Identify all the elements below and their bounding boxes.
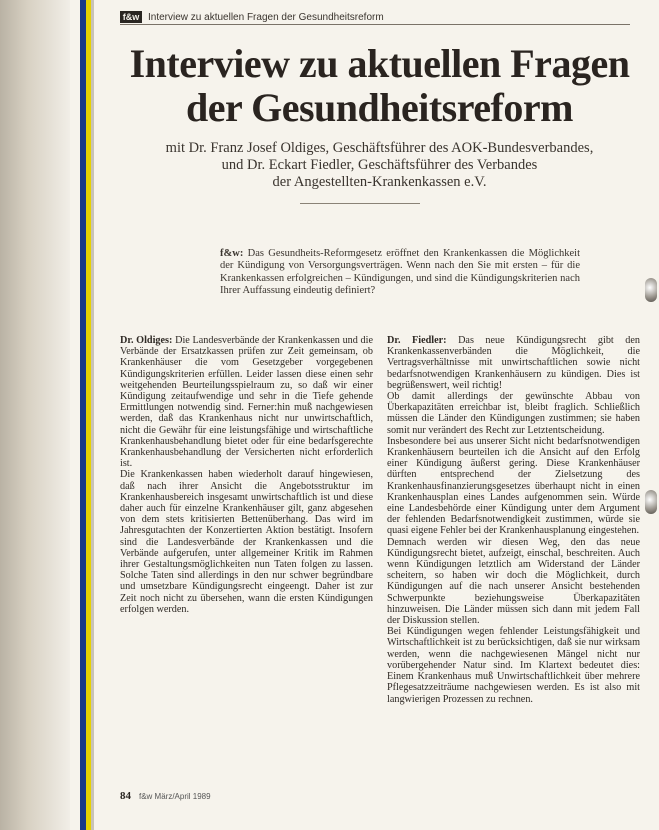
- answer-column-oldiges: [120, 335, 373, 615]
- speaker-name: Dr. Fiedler:: [387, 335, 447, 346]
- answer-paragraph: [120, 335, 373, 469]
- answer-paragraph: Die Krankenkassen haben wiederholt darauf hingewiesen, daß nach ihrer Ansicht die Angebotsstruktur im Krankenhausbereich insgesamt unwirtschaftlich ist und diese daher auch für einzelne Krankenhäuser gilt, ganz abgesehen von dem stets kritisierten Bettenüberhang. Das wird im Jahresgutachten der Konzertierten Aktion bestätigt. Insofern sind die Landesverbände der Krankenkassen und die Verbände aufgerufen, unter allgemeiner Kritik im Rahmen ihrer Gestaltungsmöglichkeiten nun Taten folgen zu lassen. Solche Taten sind allerdings in den nur schwer begründbare und umsetzbare Kündigungsrecht eingeengt. Daher ist zur Zeit noch nicht zu übersehen, wann die ersten Kündigungen erfolgen werden.: [120, 469, 373, 615]
- article-title-line2: der Gesundheitsreform: [186, 85, 573, 130]
- answer-text: Das neue Kündigungsrecht gibt den Krankenkassenverbänden die Möglichkeit, die Vertragsverhältnisse mit unwirtschaftlichen sowie nicht bedarfsnotwendigen Krankenhäusern zu kündigen. Dies ist begrüßenswert, weil richtig!: [387, 335, 640, 391]
- answer-column-fiedler: [387, 335, 640, 705]
- binder-ring-icon: [645, 490, 657, 514]
- answer-paragraph: Insbesondere bei aus unserer Sicht nicht bedarfsnotwendigen Krankenhäusern beurteilen ich die Ansicht auf den Erfolg einer Kündigung äußerst gering. Diese Krankenhäuser dürften entsprechend der Zielsetzung des Krankenhausfinanzierungsgesetzes überhaupt nicht in einen Krankenhausplan eines Landes aufgenommen sein. Würde eine Landesbehörde einer Kündigung unter dem Argument der fehlenden Bedarfsnotwendigkeit zustimmen, würde sie quasi eigene Fehler bei der Krankenhausplanung eingestehen.: [387, 435, 640, 537]
- article-subtitle: [100, 140, 659, 191]
- binder-ring-icon: [645, 278, 657, 302]
- interview-question: [220, 248, 580, 298]
- subtitle-line1: mit Dr. Franz Josef Oldiges, Geschäftsführer des AOK-Bundesverbandes,: [165, 140, 594, 156]
- answer-paragraph: Ob damit allerdings der gewünschte Abbau von Überkapazitäten erreichbar ist, bleibt fraglich. Schließlich müssen die Länder den Kündigungen zustimmen; sie haben somit nur verändert des Recht zur Letztentscheidung.: [387, 391, 640, 436]
- subtitle-line3: der Angestellten-Krankenkassen e.V.: [272, 174, 487, 190]
- answer-paragraph: [387, 335, 640, 391]
- answer-paragraph: Demnach werden wir diesen Weg, den das neue Kündigungsrecht bietet, aufzeigt, einschal, beschreiten. Auch wenn Kündigungen letztlich am Widerstand der Länder scheitern, so haben wir doch die Möglichkeit, durch Kündigungen auf die nach unserer Ansicht bestehenden Schwerpunkte beziehungsweise Überkapazitäten hinzuweisen. Die Länder müssen sich dann mit jedem Fall der Diskussion stellen.: [387, 536, 640, 627]
- question-text: Das Gesundheits-Reformgesetz eröffnet den Krankenkassen die Möglichkeit der Kündigung von Versorgungsverträgen. Wenn nach den Sie mit ersten – für die Krankenkassen erfolgreichen – Kündigungen, und sind die Kündigungskriterien nach Ihrer Auffassung eindeutig definiert?: [220, 248, 581, 297]
- answer-paragraph: Bei Kündigungen wegen fehlender Leistungsfähigkeit und Wirtschaftlichkeit ist zu berücksichtigen, daß sie nur wirksam werden, wenn die nachgewiesenen Mängel nicht nur vorübergehender Natur sind. Im Klartext bedeutet dies: Einem Krankenhaus muß Unwirtschaftlichkeit über mehrere Pflegesatzzeiträume nachgewiesen werden. Es ist also mit langwierigen Prozessen zu rechnen.: [387, 626, 640, 705]
- running-title: Interview zu aktuellen Fragen der Gesundheitsreform: [148, 11, 384, 23]
- issue-label: f&w März/April 1989: [139, 792, 211, 801]
- subtitle-line2: und Dr. Eckart Fiedler, Geschäftsführer des Verbandes: [221, 157, 538, 173]
- speaker-name: Dr. Oldiges:: [120, 335, 173, 346]
- article-title: [100, 42, 659, 130]
- title-divider: [300, 203, 420, 204]
- page-left-margin: [0, 0, 70, 830]
- answer-text: Die Landesverbände der Krankenkassen und die Verbände der Ersatzkassen prüfen zur Zeit gemeinsam, ob Krankenhäuser die vom Gesetzgeber vorgegebenen Kündigungskriterien erfüllen. Leider lassen diese einen sehr weitgehenden Beurteilungsspielraum zu, so daß wir einer Kündigung zeitaufwendige und sehr in die Tiefe gehende Ermittlungen notwendig sind. Ferner:hin muß nachgewiesen werden, daß das Krankenhaus nicht nur unwirtschaftlich, nicht die Gewähr für eine leistungsfähige und wirtschaftliche Krankenhausbehandlung bietet oder für eine bedarfsgerechte Krankenhausbehandlung der Versicherten nicht erforderlich ist.: [120, 335, 373, 470]
- page-footer: [120, 790, 211, 802]
- journal-logo-icon: f&w: [120, 11, 142, 23]
- article-title-line1: Interview zu aktuellen Fragen: [129, 41, 630, 86]
- binding-stripe-gray: [91, 0, 94, 830]
- question-label: f&w:: [220, 248, 244, 259]
- page-number: 84: [120, 790, 131, 802]
- running-header: [120, 10, 630, 25]
